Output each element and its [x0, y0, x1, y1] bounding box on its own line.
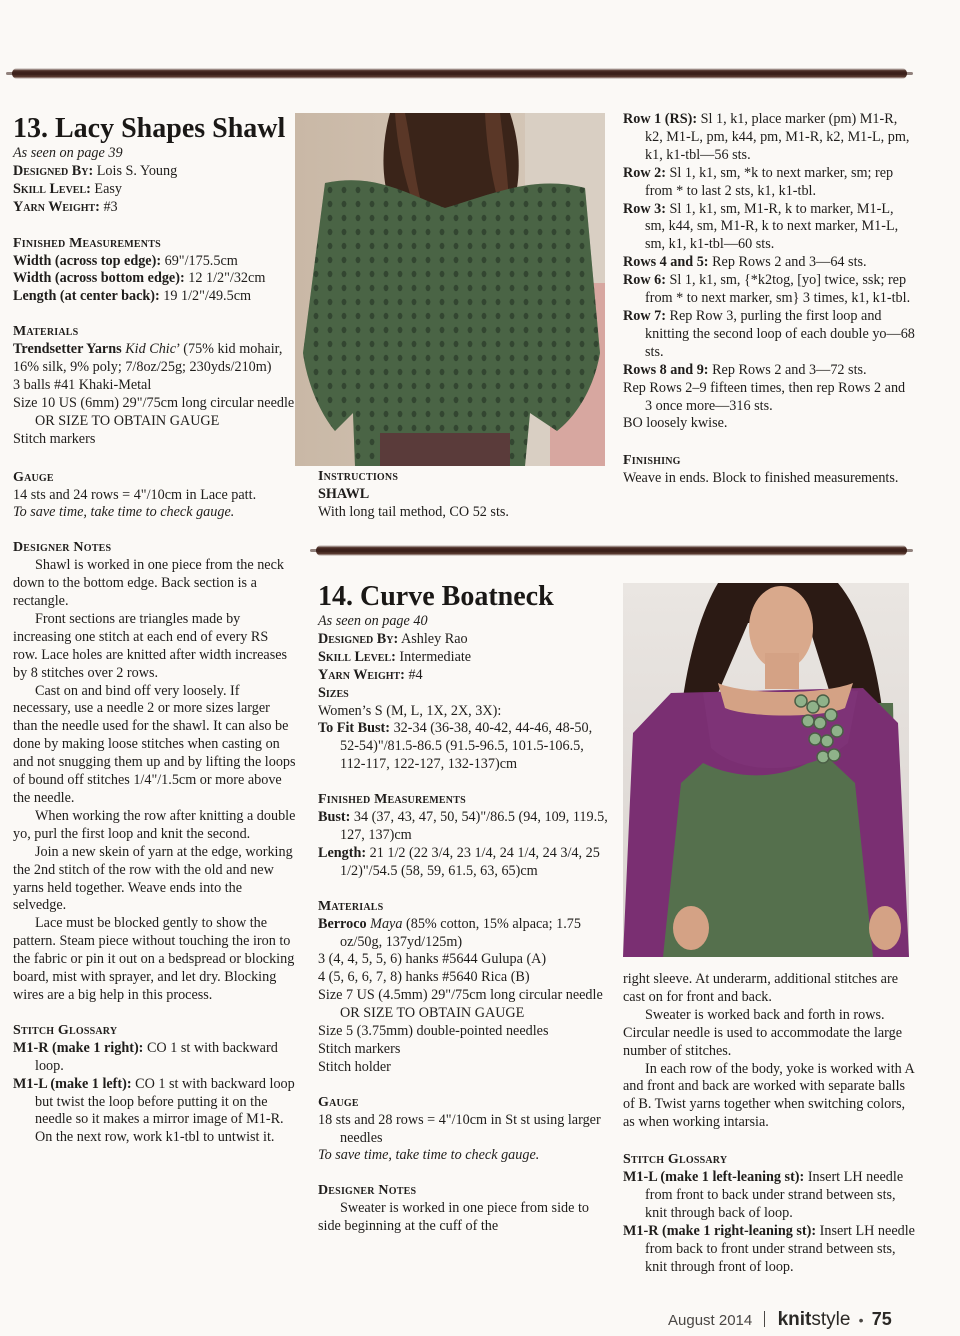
gauge-note: To save time, take time to check gauge. — [318, 1147, 540, 1164]
bust-measurement: Bust: 34 (37, 43, 47, 50, 54)"/86.5 (94, 109, 119.5, 127, 137)cm — [318, 809, 608, 843]
shawl-photo-image — [295, 113, 605, 466]
footer-separator — [764, 1311, 765, 1327]
materials-holder: Stitch holder — [318, 1058, 391, 1075]
width-bottom: Width (across bottom edge): 12 1/2"/32cm — [13, 270, 266, 287]
left-column — [13, 112, 296, 1147]
designed-by: Designed By: Lois S. Young — [13, 162, 178, 179]
finishing-text: Weave in ends. Block to finished measurements. — [623, 470, 899, 487]
designer-note: In each row of the body, yoke is worked with A and front and back are worked with separate balls of B. Twist yarns together when switching colors, as when working intarsia. — [623, 1060, 914, 1131]
gauge-note: To save time, take time to check gauge. — [13, 504, 235, 521]
shawl-photo — [295, 113, 605, 466]
designer-notes-heading: Designer Notes — [13, 540, 112, 556]
sizes-text: Women’s S (M, L, 1X, 2X, 3X): — [318, 702, 502, 719]
glossary-m1r: M1-R (make 1 right-leaning st): Insert LH needle from back to front under strand between sts, knit through front of loop. — [623, 1222, 915, 1275]
top-divider — [12, 68, 907, 79]
stitch-glossary-heading: Stitch Glossary — [623, 1152, 728, 1168]
shawl-heading: SHAWL — [318, 485, 370, 502]
materials-markers: Stitch markers — [13, 430, 96, 447]
row-instruction: Row 3: Sl 1, k1, sm, M1-R, k to marker, M1-L, sm, k44, sm, M1-R, k to next marker, M1-L, sm, k1, k1-tbl—60 sts. — [623, 200, 899, 253]
skill-level: Skill Level: Intermediate — [318, 648, 472, 665]
pattern-13-title: 13. Lacy Shapes Shawl — [13, 113, 286, 144]
footer-bullet: • — [858, 1312, 864, 1328]
page-number: 75 — [871, 1309, 892, 1329]
materials-needle: Size 10 US (6mm) 29"/75cm long circular needle OR SIZE TO OBTAIN GAUGE — [13, 394, 295, 429]
designer-note: Cast on and bind off very loosely. If necessary, use a needle 2 or more sizes larger than the needle used for the shawl. It can also be done by making loose stitches when casting on and not snugging them up and by lifting the loops of bound off stitches 1/4"/1.5cm or more above the needle. — [13, 682, 296, 806]
glossary-m1r: M1-R (make 1 right): CO 1 st with backward loop. — [13, 1039, 278, 1074]
designer-note: Sweater is worked in one piece from side to side beginning at the cuff of the — [318, 1200, 589, 1235]
gauge-heading: Gauge — [13, 469, 54, 485]
designer-note: Sweater is worked back and forth in rows. Circular needle is used to accommodate the large number of stitches. — [623, 1006, 903, 1059]
row-instruction: Row 6: Sl 1, k1, sm, {*k2tog, [yo] twice, ssk; rep from * to next marker, sm} 3 times, k1, k1-tbl. — [623, 272, 911, 307]
designer-note: Front sections are triangles made by increasing one stitch at each end of every RS row. Lace holes are knitted after width increases by 8 stitches over 2 rows. — [13, 610, 288, 681]
pattern-14-title: 14. Curve Boatneck — [318, 581, 554, 612]
materials-yarn: Berroco Maya (85% cotton, 15% alpaca; 1.75 oz/50g, 137yd/125m) — [318, 915, 581, 950]
mid-divider — [316, 545, 907, 556]
finished-measurements-heading: Finished Measurements — [318, 792, 466, 808]
finished-measurements-heading: Finished Measurements — [13, 235, 161, 251]
sizes-heading: Sizes — [318, 684, 349, 701]
right-column-top — [623, 111, 915, 488]
designer-note: Lace must be blocked gently to show the pattern. Steam piece without touching the iron to the fabric or pin it out on a bedspread or blocking board, mist with sprayer, and let dry. Blocking wires are a big help in this process. — [13, 915, 295, 1003]
row-instruction: Rows 8 and 9: Rep Rows 2 and 3—72 sts. — [623, 361, 867, 378]
materials-heading: Materials — [13, 324, 79, 340]
materials-yarn: Trendsetter Yarns Kid Chic’ (75% kid mohair, 16% silk, 9% poly; 7/8oz/25g; 230yds/210m) — [13, 341, 283, 376]
pattern-14-seen-on: As seen on page 40 — [318, 613, 428, 629]
gauge-text: 14 sts and 24 rows = 4"/10cm in Lace patt. — [13, 486, 257, 503]
width-top: Width (across top edge): 69"/175.5cm — [13, 252, 238, 269]
shawl-cast-on: With long tail method, CO 52 sts. — [318, 503, 509, 520]
skill-level: Skill Level: Easy — [13, 180, 123, 197]
glossary-m1l: M1-L (make 1 left-leaning st): Insert LH needle from front to back under strand between sts, knit through back of loop. — [623, 1169, 904, 1221]
designer-note: right sleeve. At underarm, additional stitches are cast on for front and back. — [623, 971, 898, 1005]
pattern-14-column — [318, 580, 610, 1236]
gauge-heading: Gauge — [318, 1094, 359, 1110]
right-column-bottom — [623, 971, 915, 1277]
instructions-block — [318, 468, 608, 522]
designer-note: Join a new skein of yarn at the edge, working the 2nd stitch of the row with the old and new yarns held together. Weave ends into the selvedge. — [13, 843, 293, 914]
yarn-weight: Yarn Weight: #3 — [13, 198, 118, 215]
glossary-m1l: M1-L (make 1 left): CO 1 st with backward loop but twist the loop before putting it on the needle so it makes a mirror image of M1-R. On the next row, work k1-tbl to untwist it. — [13, 1075, 295, 1146]
materials-a: 3 (4, 4, 5, 5, 6) hanks #5644 Gulupa (A) — [318, 951, 547, 968]
materials-dpn: Size 5 (3.75mm) double-pointed needles — [318, 1023, 549, 1040]
materials-balls: 3 balls #41 Khaki-Metal — [13, 376, 152, 393]
length-measurement: Length: 21 1/2 (22 3/4, 23 1/4, 24 1/4, 24 3/4, 25 1/2)"/54.5 (58, 59, 61.5, 63, 65)cm — [318, 844, 600, 879]
row-instruction: Row 2: Sl 1, k1, sm, *k to next marker, sm; rep from * to last 2 sts, k1, k1-tbl. — [623, 164, 894, 199]
designed-by: Designed By: Ashley Rao — [318, 630, 468, 647]
instructions-heading: Instructions — [318, 469, 399, 484]
row-instruction: Rows 4 and 5: Rep Rows 2 and 3—64 sts. — [623, 254, 867, 271]
repeat-rows: Rep Rows 2–9 fifteen times, then rep Rows 2 and 3 once more—316 sts. — [623, 379, 906, 414]
materials-b: 4 (5, 6, 6, 7, 8) hanks #5640 Rica (B) — [318, 969, 530, 986]
designer-note: When working the row after knitting a double yo, purl the first loop and knit the second. — [13, 807, 296, 842]
sweater-photo — [623, 583, 909, 957]
to-fit-bust: To Fit Bust: 32-34 (36-38, 40-42, 44-46, 48-50, 52-54)"/81.5-86.5 (91.5-96.5, 101.5-106.5, 112-117, 122-127, 132-137)cm — [318, 720, 593, 773]
materials-markers: Stitch markers — [318, 1040, 401, 1057]
stitch-glossary-heading: Stitch Glossary — [13, 1022, 118, 1038]
materials-needle: Size 7 US (4.5mm) 29"/75cm long circular needle OR SIZE TO OBTAIN GAUGE — [318, 987, 603, 1022]
bind-off: BO loosely kwise. — [623, 415, 728, 432]
page-footer — [668, 1309, 918, 1333]
designer-note: Shawl is worked in one piece from the neck down to the bottom edge. Back section is a rectangle. — [13, 557, 284, 610]
magazine-logo: knitstyle — [777, 1309, 851, 1330]
sweater-photo-image — [623, 583, 909, 957]
row-instruction: Row 1 (RS): Sl 1, k1, place marker (pm) M1-R, k2, M1-L, pm, k44, pm, M1-R, k2, M1-L, pm, k1, k1-tbl—56 sts. — [623, 111, 910, 163]
row-instruction: Row 7: Rep Row 3, purling the first loop and knitting the second loop of each double yo—68 sts. — [623, 307, 915, 360]
designer-notes-heading: Designer Notes — [318, 1183, 417, 1199]
yarn-weight: Yarn Weight: #4 — [318, 666, 423, 683]
materials-heading: Materials — [318, 898, 384, 914]
issue-date: August 2014 — [668, 1312, 753, 1329]
finishing-heading: Finishing — [623, 453, 681, 469]
length-center-back: Length (at center back): 19 1/2"/49.5cm — [13, 288, 252, 305]
gauge-text: 18 sts and 28 rows = 4"/10cm in St st using larger needles — [318, 1111, 601, 1146]
pattern-13-seen-on: As seen on page 39 — [13, 145, 123, 161]
